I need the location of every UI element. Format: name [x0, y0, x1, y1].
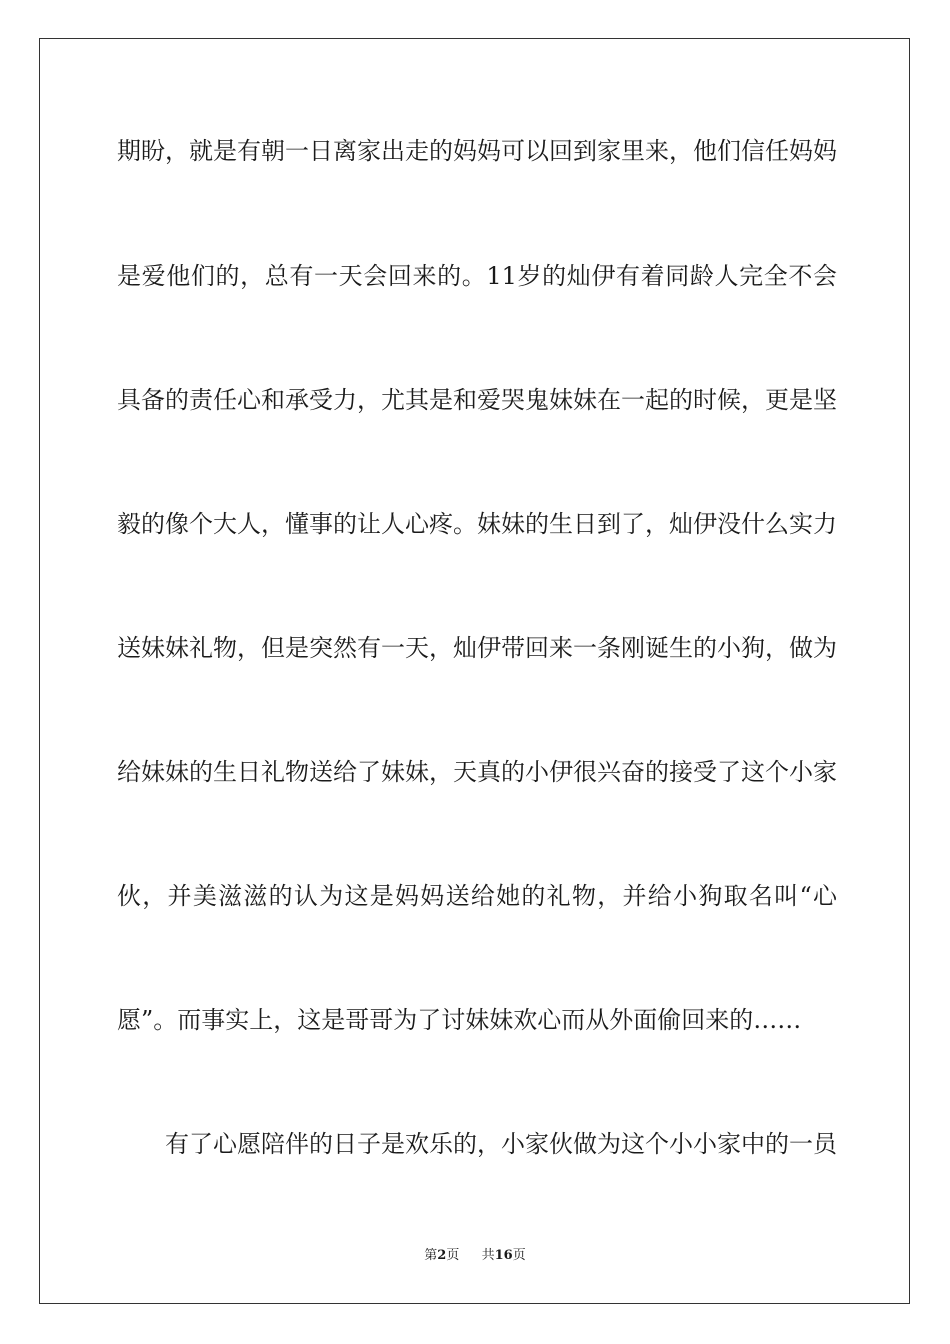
page-suffix: 页 — [446, 1248, 460, 1263]
total-pages: 16 — [494, 1248, 513, 1263]
body-text-line-6: 给妹妹的生日礼物送给了妹妹，天真的小伊很兴奋的接受了这个小家 — [117, 758, 837, 786]
page-prefix: 第 — [424, 1248, 438, 1263]
total-pages-indicator — [482, 1247, 526, 1265]
body-text-line-4: 毅的像个大人，懂事的让人心疼。妹妹的生日到了，灿伊没什么实力 — [117, 510, 837, 538]
body-text-line-8: 愿”。而事实上，这是哥哥为了讨妹妹欢心而从外面偷回来的…… — [117, 1006, 802, 1034]
page-number: 2 — [437, 1248, 447, 1263]
page-footer — [0, 1247, 950, 1265]
body-text-line-5: 送妹妹礼物，但是突然有一天，灿伊带回来一条刚诞生的小狗，做为 — [117, 634, 837, 662]
page-border — [39, 38, 910, 1304]
body-text-line-7: 伙，并美滋滋的认为这是妈妈送给她的礼物，并给小狗取名叫“心 — [117, 882, 837, 910]
total-suffix: 页 — [512, 1248, 526, 1263]
body-text-line-2: 是爱他们的，总有一天会回来的。11岁的灿伊有着同龄人完全不会 — [117, 262, 837, 290]
page-indicator — [424, 1247, 459, 1265]
body-text-line-3: 具备的责任心和承受力，尤其是和爱哭鬼妹妹在一起的时候，更是坚 — [117, 386, 837, 414]
total-prefix: 共 — [481, 1248, 495, 1263]
body-text-line-1: 期盼，就是有朝一日离家出走的妈妈可以回到家里来，他们信任妈妈 — [117, 137, 837, 165]
body-text-paragraph-start: 有了心愿陪伴的日子是欢乐的，小家伙做为这个小小家中的一员 — [165, 1130, 837, 1158]
